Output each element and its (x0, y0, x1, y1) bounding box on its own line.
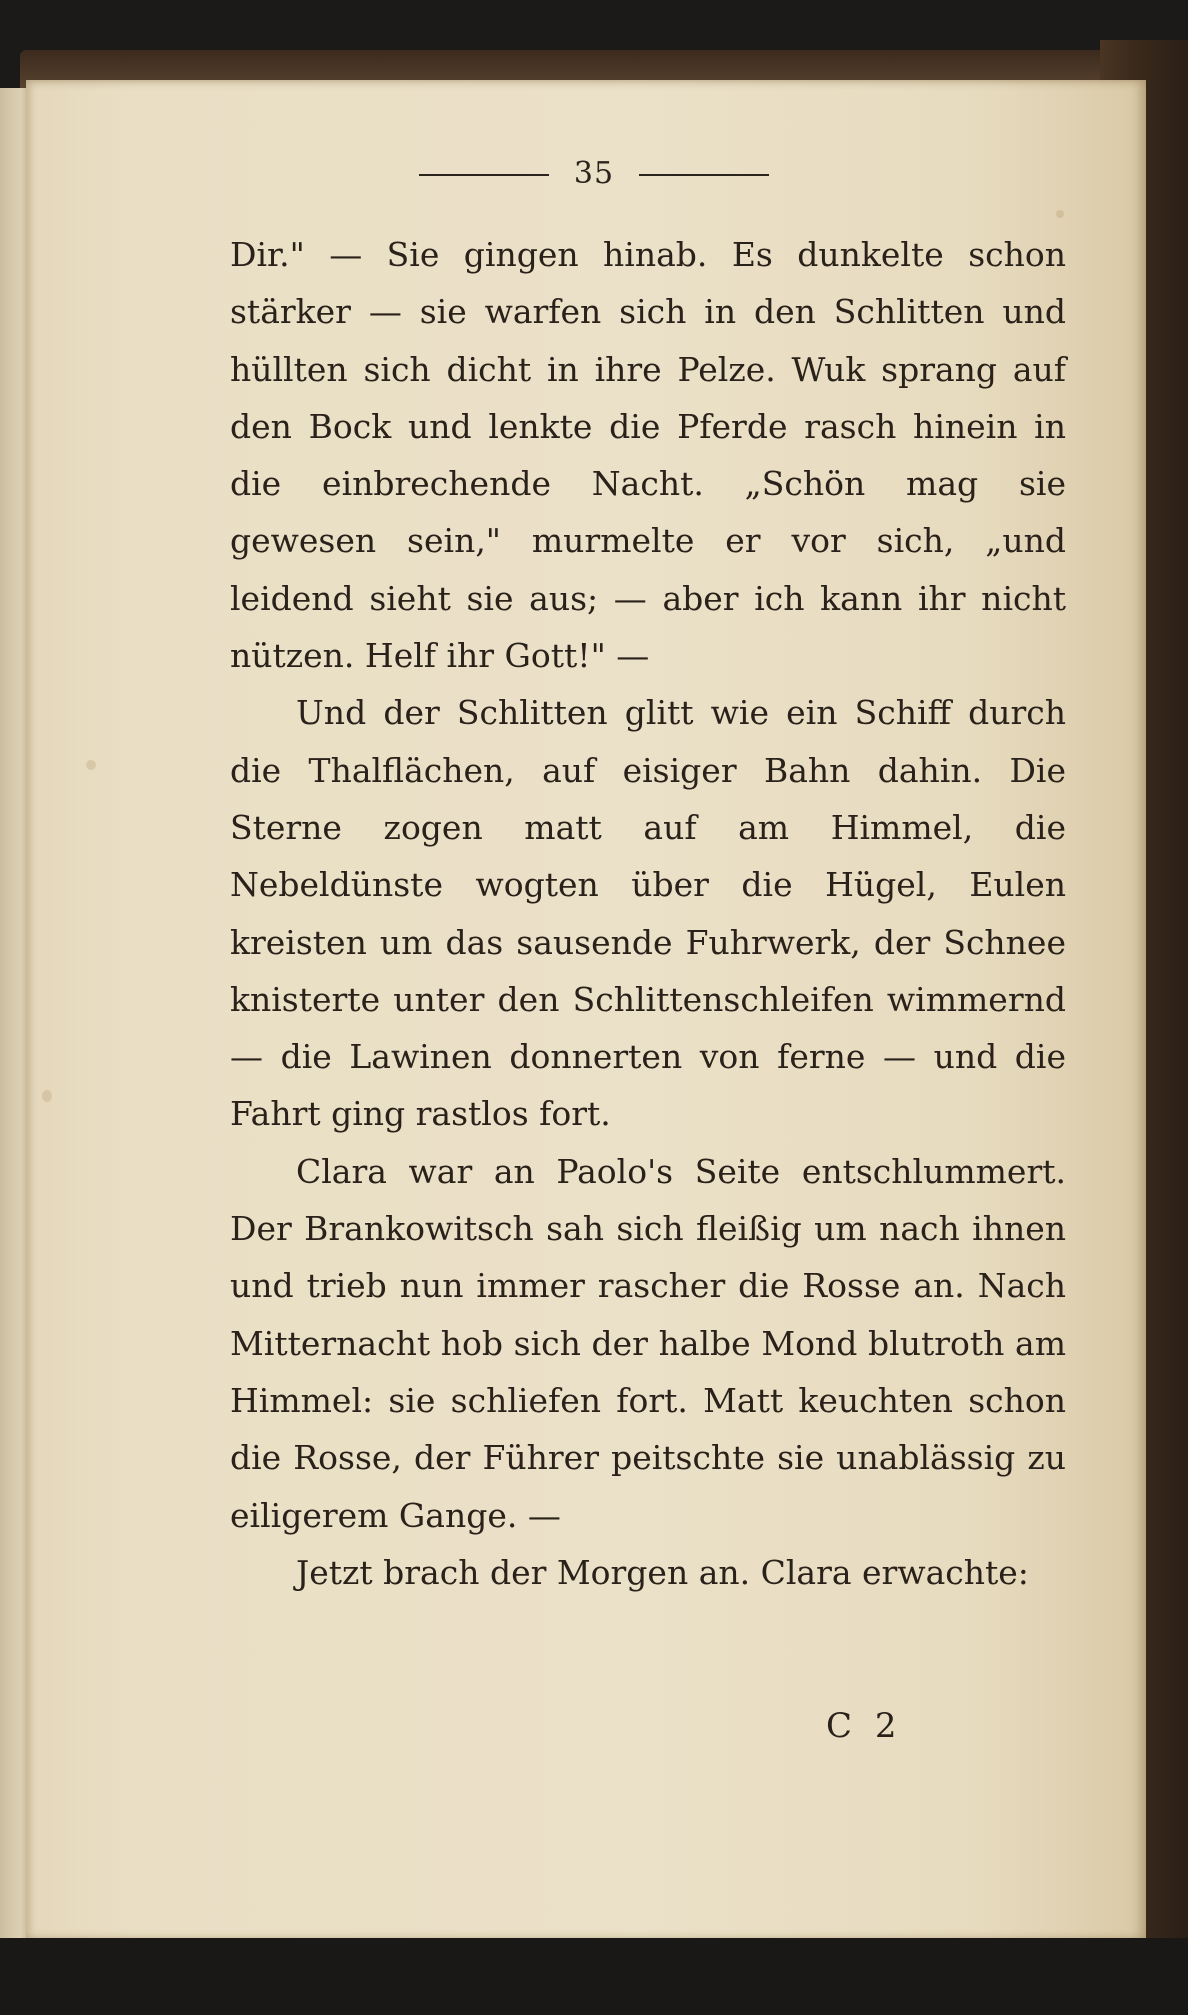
paragraph: Und der Schlitten glitt wie ein Schiff durch die Thalflächen, auf eisiger Bahn dahin. Die Sterne zogen matt auf am Himmel, die Nebeldünste wogten über die Hügel, Eulen kreisten um das sausende Fuhrwerk, der Schnee knisterte unter den Schlittenschleifen wimmernd — die Lawinen donnerten von ferne — und die Fahrt ging rastlos fort. (230, 693, 1066, 1134)
header-ornament-left (405, 156, 563, 191)
signature-mark: C 2 (826, 1706, 903, 1746)
body-text (230, 226, 1066, 1601)
page-header (0, 156, 1188, 191)
paragraph: Jetzt brach der Morgen an. Clara erwachte: (296, 1552, 1029, 1592)
paragraph: Dir." — Sie gingen hinab. Es dunkelte schon stärker — sie warfen sich in den Schlitten und hüllten sich dicht in ihre Pelze. Wuk sprang auf den Bock und lenkte die Pferde rasch hinein in die einbrechende Nacht. „Schön mag sie gewesen sein," murmelte er vor sich, „und leidend sieht sie aus; — aber ich kann ihr nicht nützen. Helf ihr Gott!" — (230, 235, 1066, 676)
paper-spot (1056, 210, 1064, 218)
page-number: 35 (573, 156, 615, 191)
header-ornament-right (625, 156, 783, 191)
paper-spot (42, 1090, 52, 1102)
paragraph: Clara war an Paolo's Seite entschlummert. Der Brankowitsch sah sich fleißig um nach ihnen und trieb nun immer rascher die Rosse an. Nach Mitternacht hob sich der halbe Mond blutroth am Himmel: sie schliefen fort. Matt keuchten schon die Rosse, der Führer peitschte sie unablässig zu eiligerem Gange. — (230, 1151, 1066, 1535)
paper-spot (86, 760, 96, 770)
scan-bottom-background (0, 1938, 1188, 2015)
